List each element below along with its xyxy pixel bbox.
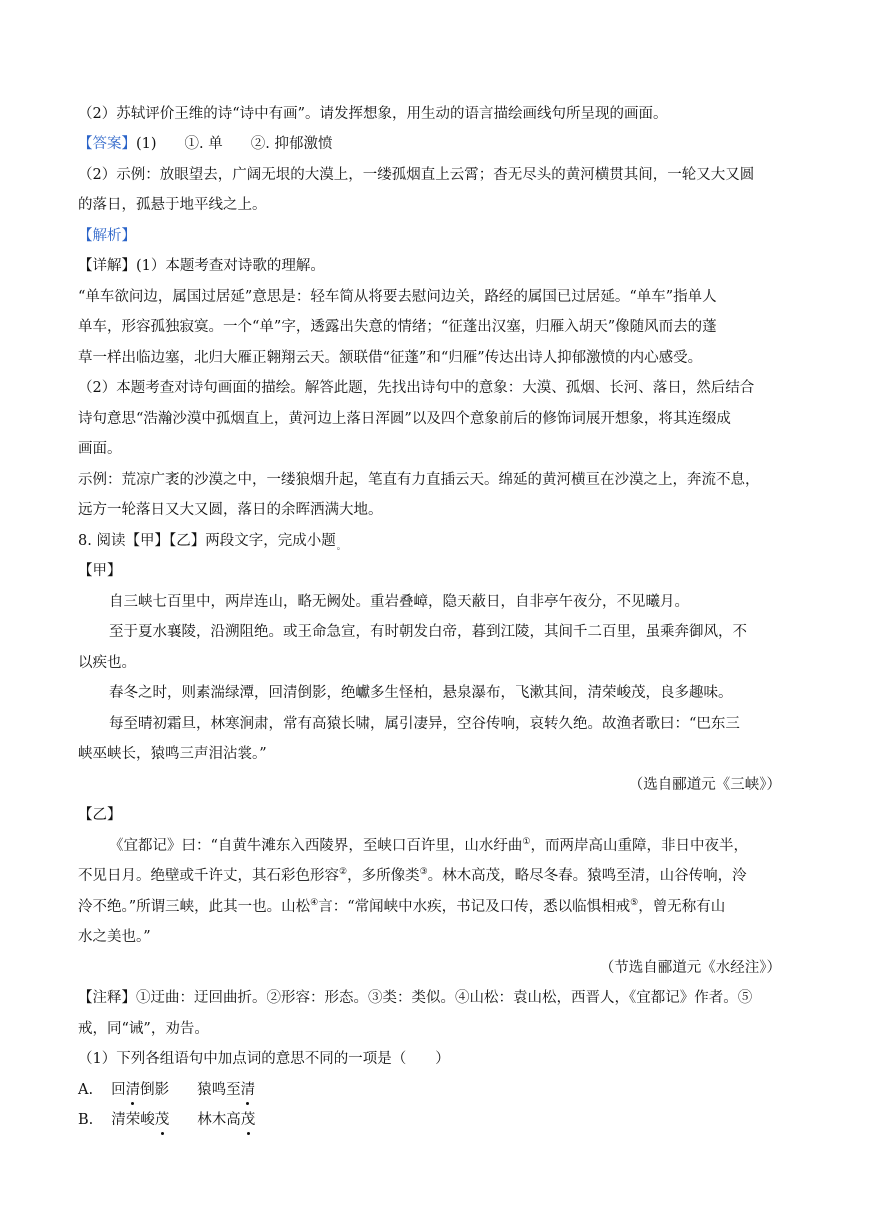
answer-1-b: ②. 抑郁激愤 [250, 136, 333, 152]
sub-question-1: （1）下列各组语句中加点词的意思不同的一项是（ ） [78, 1051, 450, 1067]
jia-paragraph-4-line-2: 峡巫峡长，猿鸣三声泪沾裳。” [78, 746, 267, 762]
emphasis-dot-char: 清 [125, 1082, 141, 1098]
answer-1-a: ①. 单 [184, 136, 223, 152]
yi-tag: 【乙】 [78, 807, 122, 823]
emphasis-dot-char: 茂 [240, 1112, 256, 1128]
yi-line-1 [109, 836, 748, 856]
yi-text: ，而两岸高山重障，非日中夜半， [530, 838, 748, 854]
detail-line-1: 【详解】(1）本题考查对诗歌的理解。 [78, 258, 325, 274]
yi-text: 《宜都记》曰：“自黄牛滩东入西陵界，至峡口百许里，山水纡曲 [109, 838, 523, 854]
yi-line-2 [78, 866, 747, 886]
note-marker-5: ⑤ [630, 898, 639, 909]
option-a-phrase-1 [111, 1082, 169, 1098]
example-line-1: 示例：荒凉广袤的沙漠之中，一缕狼烟升起，笔直有力直插云天。绵延的黄河横亘在沙漠之上，奔流不息， [78, 472, 760, 488]
jia-tag: 【甲】 [78, 563, 122, 579]
question-8-text: 8. 阅读【甲】【乙】两段文字，完成小题 [78, 533, 336, 549]
jia-paragraph-3: 春冬之时，则素湍绿潭，回清倒影，绝巘多生怪柏，悬泉瀑布，飞漱其间，清荣峻茂，良多趣味。 [109, 685, 733, 701]
answer-2-line-1: （2）示例：放眼望去，广阔无垠的大漠上，一缕孤烟直上云霄；杳无尽头的黄河横贯其间，一轮又大又圆 [78, 167, 755, 183]
yi-text: 不见日月。绝壁或千许丈，其石彩色形容 [78, 868, 339, 884]
option-b-label: B. [78, 1112, 94, 1128]
option-text: 回 [111, 1082, 126, 1098]
yi-text: 。林木高茂，略尽冬春。猿鸣至清，山谷传响，泠 [427, 868, 747, 884]
question-7-2: （2）苏轼评价王维的诗“诗中有画”。请发挥想象，用生动的语言描绘画线句所呈现的画面。 [78, 106, 668, 122]
yi-line-3 [78, 897, 725, 917]
note-marker-1: ① [522, 837, 531, 848]
jia-paragraph-4-line-1: 每至晴初霜旦，林寒涧肃，常有高猿长啸，属引凄异，空谷传响，哀转久绝。故渔者歌曰：“巴东三 [109, 716, 740, 732]
notes-line-2: 戒，同“诫”，劝告。 [78, 1021, 209, 1037]
note-marker-4: ④ [310, 898, 319, 909]
detail-line-6: 诗句意思“浩瀚沙漠中孤烟直上，黄河边上落日浑圆”以及四个意象前后的修饰词展开想象，将其连缀成 [78, 411, 731, 427]
detail-line-7: 画面。 [78, 441, 122, 457]
option-a-label: A. [78, 1082, 94, 1098]
emphasis-dot-char: 清 [240, 1082, 256, 1098]
yi-line-4: 水之美也。” [78, 929, 151, 945]
yi-text: ，多所像类 [347, 868, 420, 884]
option-text: 倒影 [140, 1082, 170, 1098]
example-line-2: 远方一轮落日又大又圆，落日的余晖洒满大地。 [78, 502, 383, 518]
answer-line-1 [78, 134, 332, 154]
jia-paragraph-2-line-2: 以疾也。 [78, 655, 136, 671]
yi-text: ，曾无称有山 [638, 899, 726, 915]
yi-text: 言：“常闻峡中水疾，书记及口传，悉以临惧相戒 [318, 899, 631, 915]
detail-line-4: 草一样出临边塞，北归大雁正翱翔云天。颔联借“征蓬”和“归雁”传达出诗人抑郁激愤的内心感受。 [78, 350, 703, 366]
detail-line-3: 单车，形容孤独寂寞。一个“单”字，透露出失意的情绪；“征蓬出汉塞，归雁入胡天”像随风而去的蓬 [78, 319, 717, 335]
yi-text: 泠不绝。”所谓三峡，此其一也。山松 [78, 899, 311, 915]
detail-line-2: “单车欲问边，属国过居延”意思是：轻车简从将要去慰问边关，路经的属国已过居延。“单车”指单人 [78, 289, 717, 305]
question-8-title [78, 531, 346, 557]
detail-line-5: （2）本题考查对诗句画面的描绘。解答此题，先找出诗句中的意象：大漠、孤烟、长河、落日，然后结合 [78, 380, 755, 396]
option-b-phrase-1 [111, 1112, 169, 1128]
option-b [78, 1110, 255, 1130]
option-b-phrase-2 [197, 1112, 255, 1128]
jia-paragraph-2-line-1: 至于夏水襄陵，沿溯阻绝。或王命急宣，有时朝发白帝，暮到江陵，其间千二百里，虽乘奔御风，不 [109, 624, 747, 640]
option-text: 林木高 [197, 1112, 241, 1128]
answer-1-prefix: (1) [136, 136, 157, 152]
jia-source: （选自郦道元《三峡》） [628, 777, 781, 793]
option-text: 猿鸣至 [197, 1082, 241, 1098]
answer-2-line-2: 的落日，孤悬于地平线之上。 [78, 197, 267, 213]
question-8-dot: 。 [336, 542, 346, 552]
note-marker-3: ③ [419, 867, 428, 878]
option-a [78, 1080, 255, 1100]
jia-paragraph-1: 自三峡七百里中，两岸连山，略无阙处。重岩叠嶂，隐天蔽日，自非亭午夜分，不见曦月。 [109, 594, 689, 610]
note-marker-2: ② [339, 867, 348, 878]
yi-source: （节选自郦道元《水经注》） [599, 960, 781, 976]
option-text: 清荣峻 [111, 1112, 155, 1128]
option-a-phrase-2 [197, 1082, 255, 1098]
answer-tag: 【答案】 [78, 136, 136, 152]
emphasis-dot-char: 茂 [154, 1112, 170, 1128]
analysis-tag: 【解析】 [78, 228, 136, 244]
notes-line-1: 【注释】①迂曲：迂回曲折。②形容：形态。③类：类似。④山松：袁山松，西晋人，《宜都记》作者。⑤ [78, 990, 753, 1006]
